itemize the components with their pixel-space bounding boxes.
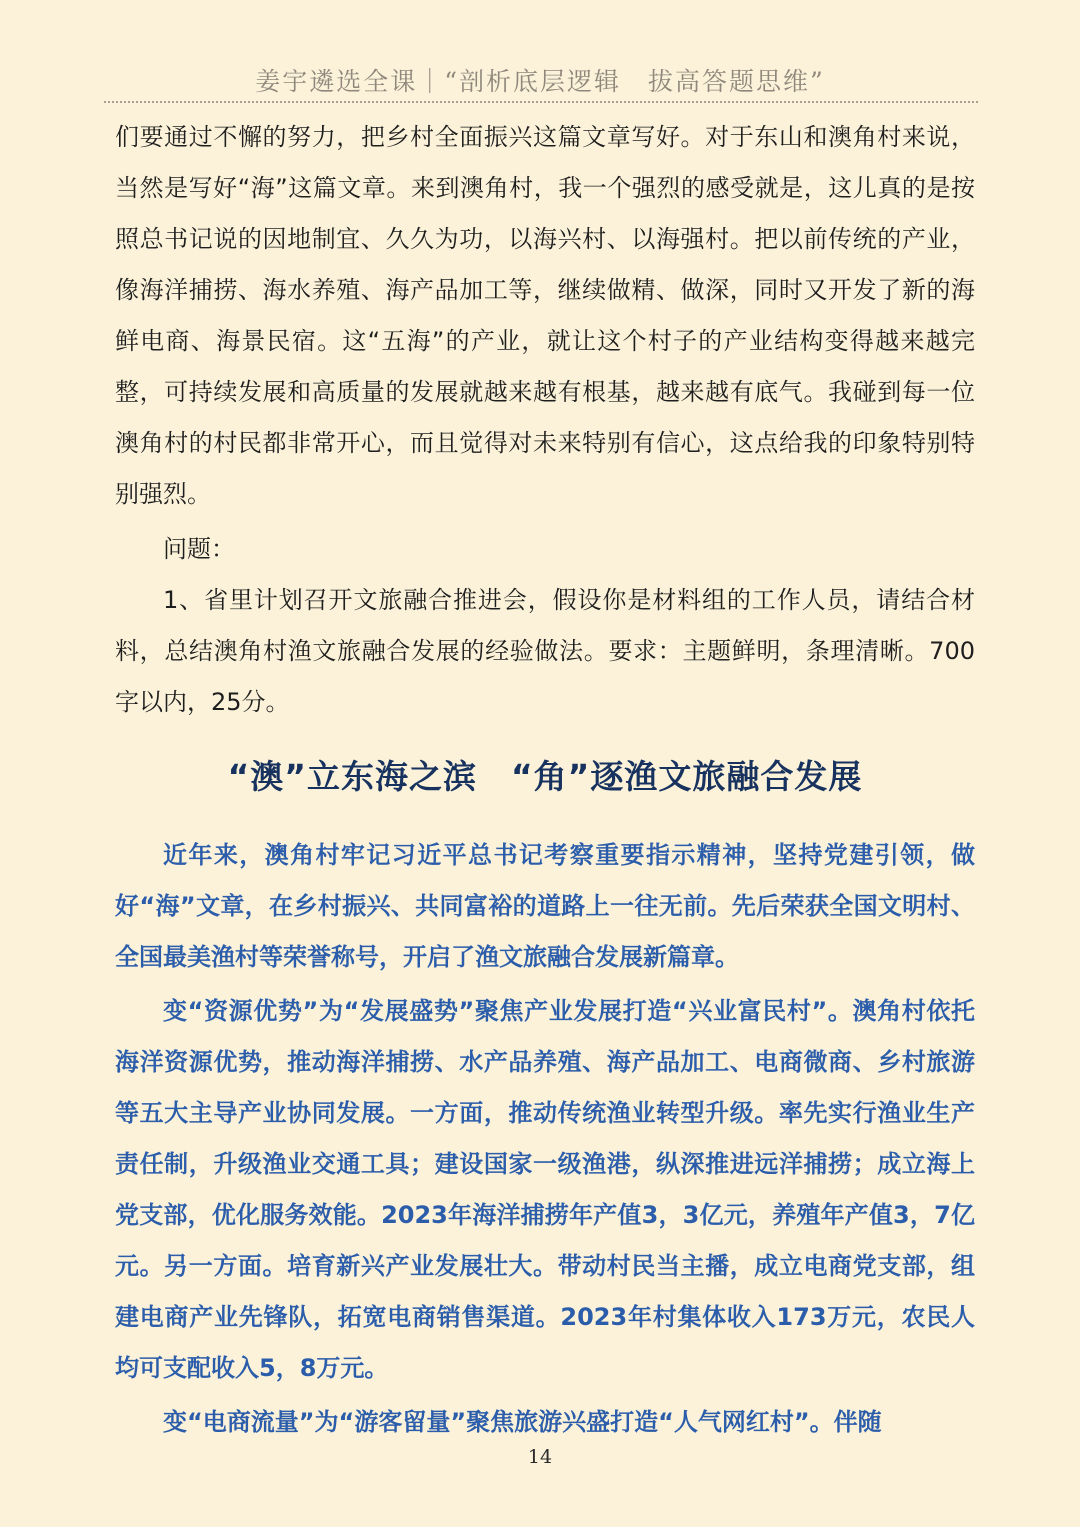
answer-paragraph-industry: 变“资源优势”为“发展盛势”聚焦产业发展打造“兴业富民村”。澳角村依托海洋资源优势，推动海洋捕捞、水产品养殖、海产品加工、电商微商、乡村旅游等五大主导产业协同发展。一方面，推动传统渔业转型升级。率先实行渔业生产责任制，升级渔业交通工具；建设国家一级渔港，纵深推进远洋捕捞；成立海上党支部，优化服务效能。2023年海洋捕捞年产值3，3亿元，养殖年产值3，7亿元。另一方面。培育新兴产业发展壮大。带动村民当主播，成立电商党支部，组建电商产业先锋队，拓宽电商销售渠道。2023年村集体收入173万元，农民人均可支配收入5，8万元。 <box>115 997 975 1382</box>
page-content <box>115 112 975 1448</box>
answer-body <box>115 830 975 1448</box>
running-header: 姜宇遴选全课｜“剖析底层逻辑 拔高答题思维” <box>255 67 825 96</box>
answer-title: “澳”立东海之滨 “角”逐渔文旅融合发展 <box>227 757 863 796</box>
answer-paragraph-tourism: 变“电商流量”为“游客留量”聚焦旅游兴盛打造“人气网红村”。伴随 <box>163 1408 882 1436</box>
question-text: 1、省里计划召开文旅融合推进会，假设你是材料组的工作人员，请结合材料，总结澳角村渔文旅融合发展的经验做法。要求：主题鲜明，条理清晰。700字以内，25分。 <box>115 586 975 716</box>
page-number: 14 <box>527 1446 553 1468</box>
question-label: 问题： <box>163 535 235 563</box>
material-paragraph: 们要通过不懈的努力，把乡村全面振兴这篇文章写好。对于东山和澳角村来说，当然是写好“海”这篇文章。来到澳角村，我一个强烈的感受就是，这儿真的是按照总书记说的因地制宜、久久为功，以海兴村、以海强村。把以前传统的产业，像海洋捕捞、海水养殖、海产品加工等，继续做精、做深，同时又开发了新的海鲜电商、海景民宿。这“五海”的产业，就让这个村子的产业结构变得越来越完整，可持续发展和高质量的发展就越来越有根基，越来越有底气。我碰到每一位澳角村的村民都非常开心，而且觉得对未来特别有信心，这点给我的印象特别特别强烈。 <box>115 123 975 508</box>
header-divider <box>104 101 978 103</box>
answer-paragraph-intro: 近年来，澳角村牢记习近平总书记考察重要指示精神，坚持党建引领，做好“海”文章，在乡村振兴、共同富裕的道路上一往无前。先后荣获全国文明村、全国最美渔村等荣誉称号，开启了渔文旅融合发展新篇章。 <box>115 841 975 971</box>
